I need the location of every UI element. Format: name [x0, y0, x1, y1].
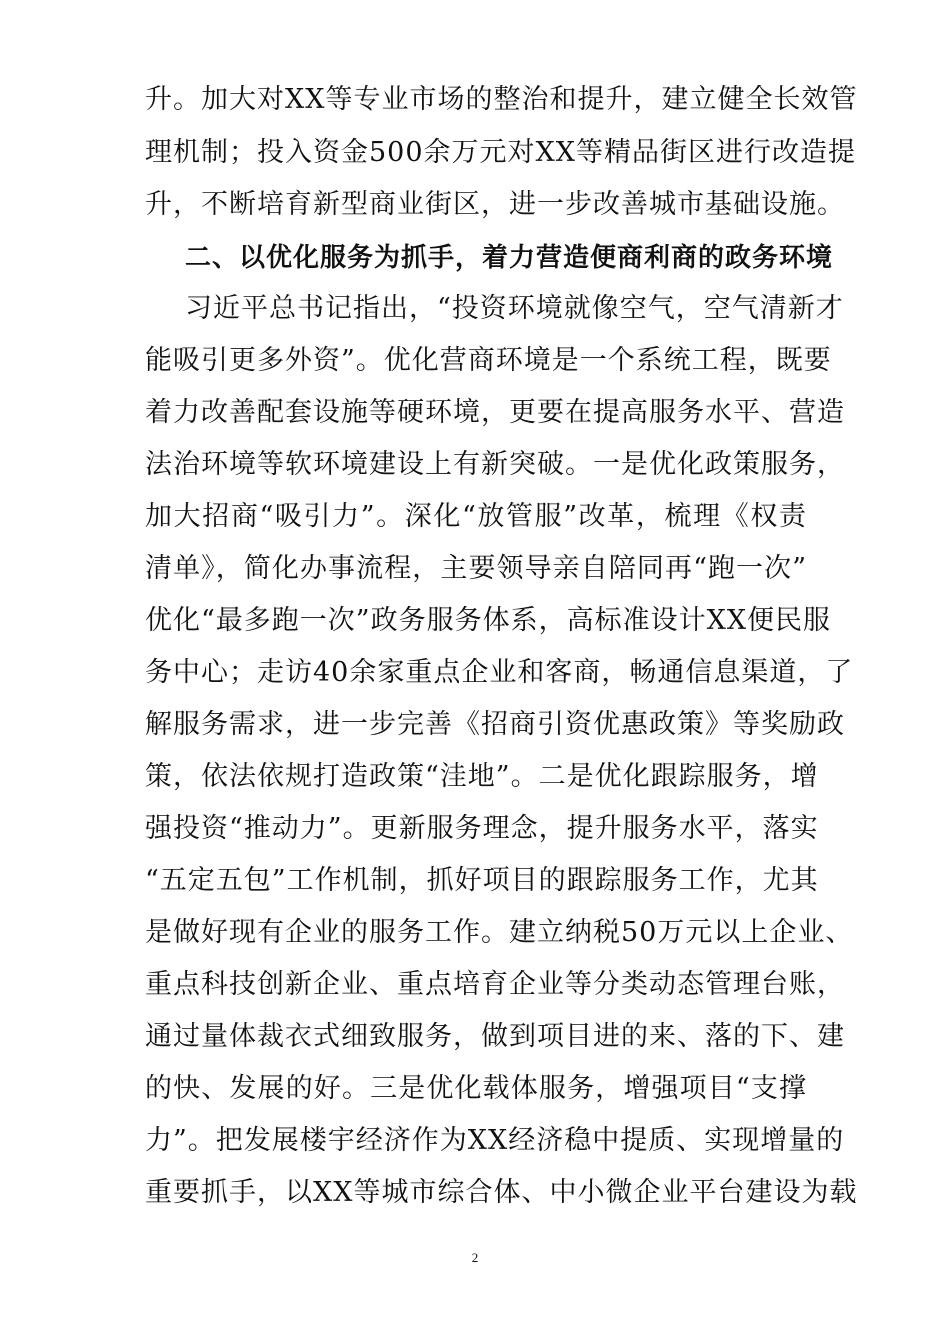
text-line: 清单》，简化办事流程，主要领导亲自陪同再“跑一次”: [145, 553, 807, 584]
page-number: 2: [471, 1250, 479, 1265]
text-line: 策，依法依规打造政策“洼地”。二是优化跟踪服务，增: [145, 761, 819, 792]
text-line: 习近平总书记指出，“投资环境就像空气，空气清新才: [185, 293, 844, 324]
text-line: 通过量体裁衣式细致服务，做到项目进的来、落的下、建: [145, 1021, 845, 1052]
text-line: “五定五包”工作机制，抓好项目的跟踪服务工作，尤其: [145, 865, 819, 896]
text-line: 务中心；走访40余家重点企业和客商，畅通信息渠道，了: [145, 657, 854, 688]
text-line: 能吸引更多外资”。优化营商环境是一个系统工程，既要: [145, 345, 832, 376]
text-line: 解服务需求，进一步完善《招商引资优惠政策》等奖励政: [145, 709, 845, 740]
text-line: 着力改善配套设施等硬环境，更要在提高服务水平、营造: [145, 397, 845, 428]
text-line: 的快、发展的好。三是优化载体服务，增强项目“支撑: [145, 1073, 807, 1104]
text-line: 升。加大对XX等专业市场的整治和提升，建立健全长效管: [145, 84, 858, 115]
text-line: 升，不断培育新型商业街区，进一步改善城市基础设施。: [145, 189, 845, 220]
text-line: 重点科技创新企业、重点培育企业等分类动态管理台账，: [145, 969, 845, 1000]
text-line: 理机制；投入资金500余万元对XX等精品街区进行改造提: [145, 137, 856, 168]
text-line: 是做好现有企业的服务工作。建立纳税50万元以上企业、: [145, 917, 854, 948]
section-heading: 二、以优化服务为抓手，着力营造便商利商的政务环境: [185, 243, 834, 273]
text-line: 强投资“推动力”。更新服务理念，提升服务水平，落实: [145, 813, 819, 844]
text-line: 力”。把发展楼宇经济作为XX经济稳中提质、实现增量的: [145, 1125, 845, 1156]
text-line: 法治环境等软环境建设上有新突破。一是优化政策服务，: [145, 449, 845, 480]
text-line: 加大招商“吸引力”。深化“放管服”改革，梳理《权责: [145, 501, 807, 532]
text-line: 重要抓手，以XX等城市综合体、中小微企业平台建设为载: [145, 1177, 858, 1208]
text-line: 优化“最多跑一次”政务服务体系，高标准设计XX便民服: [145, 605, 832, 636]
